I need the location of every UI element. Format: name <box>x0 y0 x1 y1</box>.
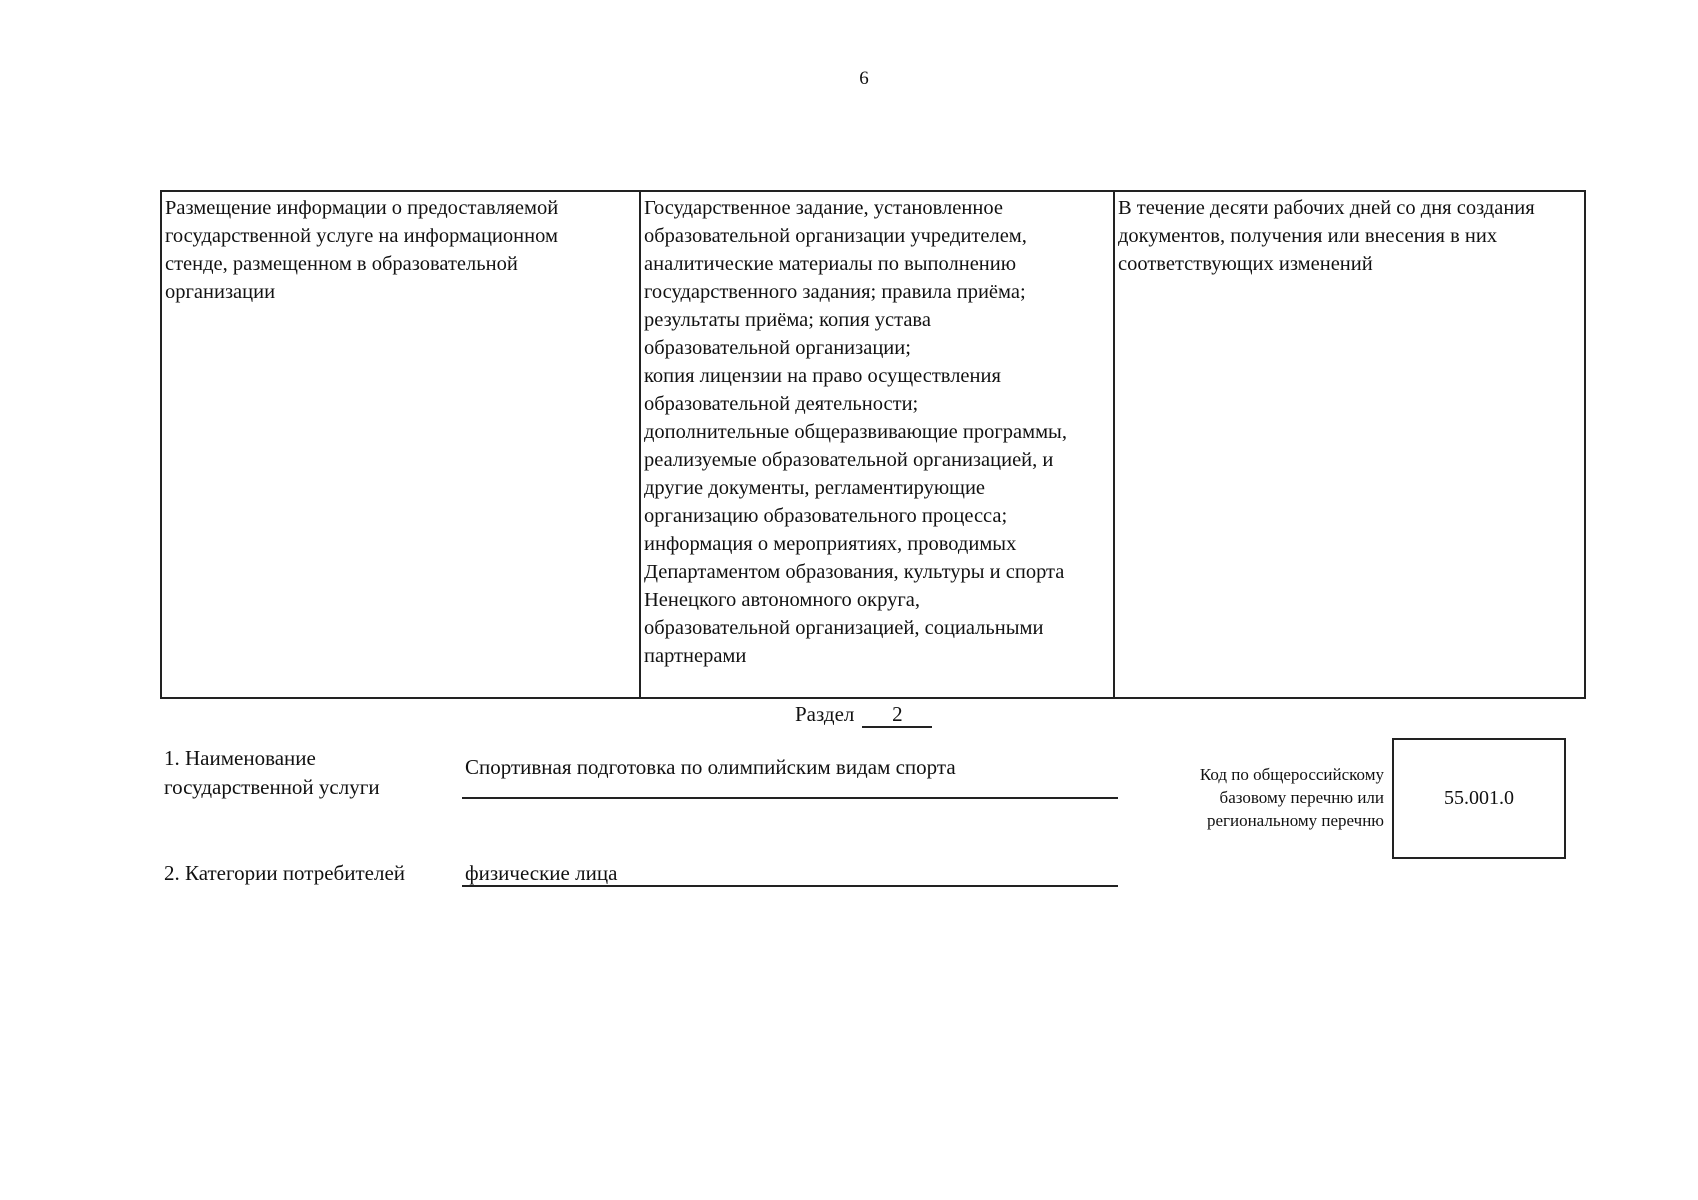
service-label-line: 1. Наименование <box>164 746 316 770</box>
table-cell-info-method <box>161 191 640 698</box>
cell-line: документов, получения или внесения в них <box>1118 225 1498 247</box>
cell-line: аналитические материалы по выполнению <box>644 253 1017 275</box>
service-label-line: государственной услуги <box>164 775 380 799</box>
cell-line: государственной услуге на информационном <box>165 225 558 247</box>
cell-line: результаты приёма; копия устава <box>644 309 931 331</box>
cell-line: Департаментом образования, культуры и спорта <box>644 561 1065 583</box>
cell-line: информация о мероприятиях, проводимых <box>644 533 1017 555</box>
code-label-line: базовому перечню или <box>1219 788 1384 807</box>
code-label-line: Код по общероссийскому <box>1199 765 1384 784</box>
cell-line: образовательной организации учредителем, <box>644 225 1027 247</box>
consumers-label: 2. Категории потребителей <box>164 861 405 885</box>
cell-line: образовательной деятельности; <box>644 393 919 415</box>
cell-line: организации <box>165 281 276 303</box>
cell-line: партнерами <box>644 645 747 667</box>
cell-line: Ненецкого автономного округа, <box>644 589 920 611</box>
cell-line: Государственное задание, установленное <box>644 197 1003 219</box>
cell-line: другие документы, регламентирующие <box>644 477 986 499</box>
cell-line: В течение десяти рабочих дней со дня создания <box>1118 197 1535 219</box>
table-cell-info-content <box>640 191 1114 698</box>
code-value: 55.001.0 <box>1444 787 1514 809</box>
service-name-label <box>164 744 380 802</box>
section-label: Раздел <box>795 702 855 726</box>
page-number: 6 <box>859 68 869 89</box>
cell-line: организацию образовательного процесса; <box>644 505 1008 527</box>
cell-line: стенде, размещенном в образовательной <box>165 253 518 275</box>
section-number: 2 <box>862 702 932 728</box>
code-label <box>1140 763 1384 832</box>
cell-line: соответствующих изменений <box>1118 253 1373 275</box>
cell-line: реализуемые образовательной организацией, и <box>644 449 1054 471</box>
section-heading <box>795 702 932 728</box>
cell-line: Размещение информации о предоставляемой <box>165 197 559 219</box>
consumers-value: физические лица <box>465 861 618 885</box>
table-cell-info-frequency <box>1114 191 1585 698</box>
service-underline <box>462 797 1118 799</box>
table-row <box>161 191 1585 698</box>
code-box <box>1392 738 1566 859</box>
cell-line: образовательной организацией, социальными <box>644 617 1044 639</box>
cell-line: государственного задания; правила приёма; <box>644 281 1026 303</box>
cell-line: дополнительные общеразвивающие программы, <box>644 421 1067 443</box>
cell-line: копия лицензии на право осуществления <box>644 365 1001 387</box>
cell-line: образовательной организации; <box>644 337 911 359</box>
info-table <box>160 190 1586 699</box>
consumers-underline <box>462 885 1118 887</box>
service-name-value: Спортивная подготовка по олимпийским видам спорта <box>465 755 956 779</box>
code-label-line: региональному перечню <box>1206 811 1384 830</box>
